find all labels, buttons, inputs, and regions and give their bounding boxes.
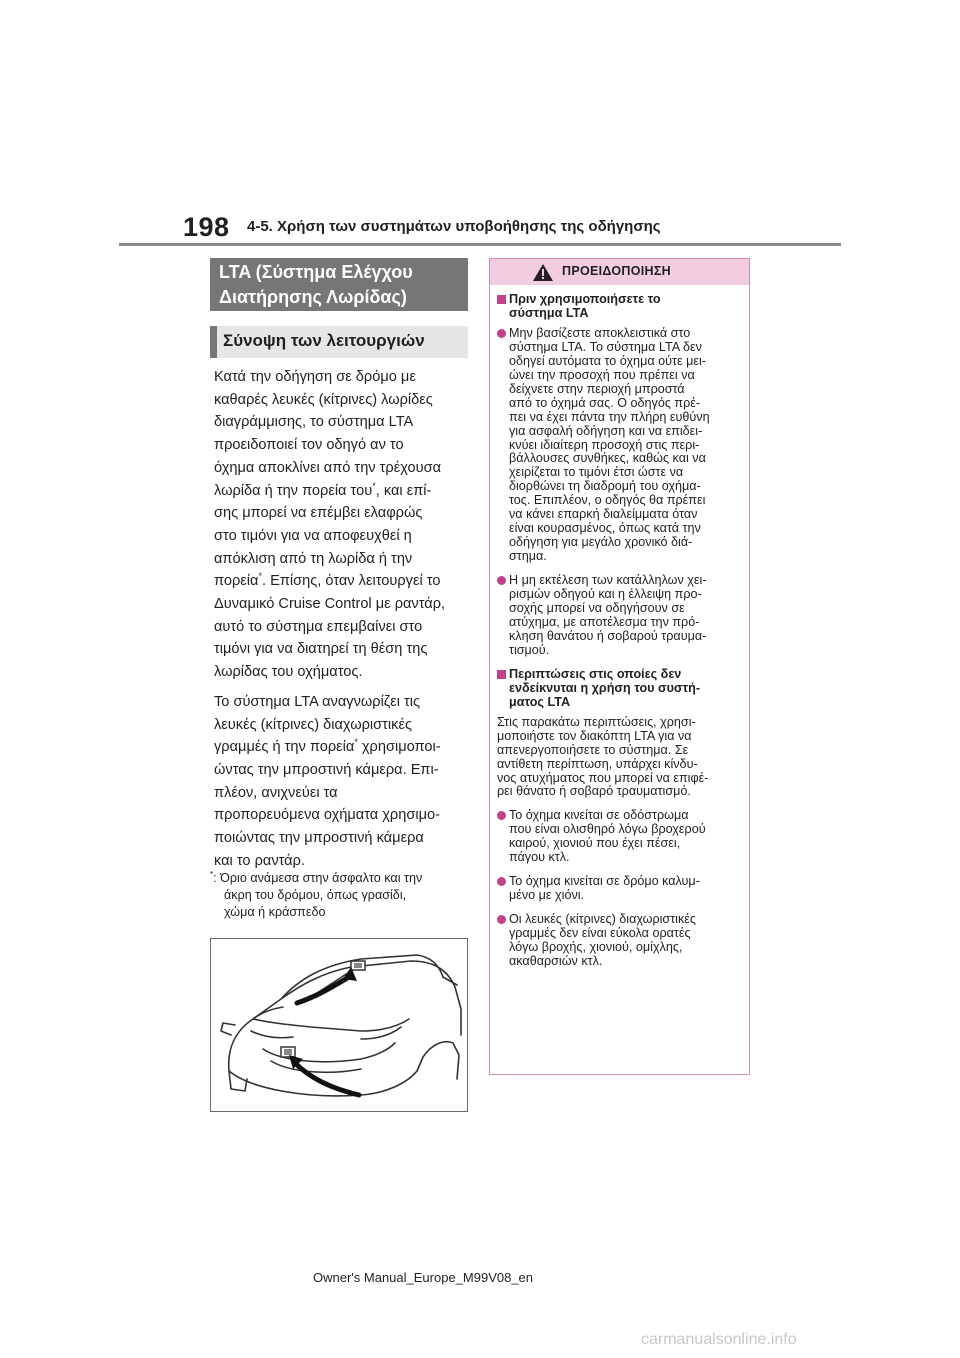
- square-bullet-icon: [497, 670, 506, 679]
- warning-bullet: Η μη εκτέλεση των κατάλληλων χει- ρισμών οδηγού και η έλλειψη προ- σοχής μπορεί να οδηγήσουν σε ατύχημα, με αποτέλεσμα την πρό- κληση θανάτου ή σοβαρού τραυμα- τισμού.: [497, 574, 743, 658]
- warning-bullet: Το όχημα κινείται σε δρόμο καλυμ- μένο με χιόνι.: [497, 875, 743, 903]
- subheading-box: [210, 326, 468, 358]
- header-divider: [119, 243, 841, 246]
- warning-bullet: Οι λευκές (κίτρινες) διαχωριστικές γραμμές δεν είναι εύκολα ορατές λόγω βροχής, χιονιού, ομίχλης, ακαθαρσιών κτλ.: [497, 913, 743, 969]
- car-camera-illustration: [210, 938, 468, 1112]
- footnote-mark: *: [210, 870, 214, 879]
- footnote-ref: *: [258, 571, 262, 582]
- warning-triangle-icon: [533, 264, 553, 281]
- car-front-icon: [211, 939, 467, 1111]
- warning-bullet: Το όχημα κινείται σε οδόστρωμα που είναι ολισθηρό λόγω βροχερού καιρού, χιονιού που έχει πέσει, πάγου κτλ.: [497, 809, 743, 865]
- body-text: [214, 366, 474, 879]
- body-paragraph-2: Το σύστημα LTA αναγνωρίζει τις λευκές (κίτρινες) διαχωριστικές γραμμές ή την πορεία* χρησιμοποι- ώντας την μπροστινή κάμερα. Επι- πλέον, ανιχνεύει τα προπορευόμενα οχήματα χρησιμο- ποιώντας την μπροστινή κάμερα και το ραντάρ.: [214, 693, 441, 869]
- warning-body: [497, 293, 743, 979]
- lta-heading-line1: LTA (Σύστημα Ελέγχου: [219, 262, 413, 282]
- square-bullet-icon: [497, 295, 506, 304]
- round-bullet-icon: [497, 877, 506, 886]
- warning-box: [489, 258, 750, 1075]
- round-bullet-icon: [497, 811, 506, 820]
- warning-title: ΠΡΟΕΙΔΟΠΟΙΗΣΗ: [562, 264, 671, 278]
- footnote: *: Όριο ανάμεσα στην άσφαλτο και την άκρη του δρόμου, όπως γρασίδι, χώμα ή κράσπεδο: [210, 870, 423, 920]
- subheading-accent-bar: [210, 326, 217, 358]
- page-number: 198: [183, 212, 230, 242]
- round-bullet-icon: [497, 576, 506, 585]
- footer-text: Owner's Manual_Europe_M99V08_en: [313, 1270, 534, 1285]
- warning-paragraph: Στις παρακάτω περιπτώσεις, χρησι- μοποιήστε τον διακόπτη LTA για να απενεργοποιήσετε το σύστημα. Σε αντίθετη περίπτωση, υπάρχει κίνδυ- νος ατυχήματος που μπορεί να επιφέ- ρει θάνατο ή σοβαρό τραυματισμό.: [497, 714, 709, 799]
- lta-heading-box: [210, 258, 468, 311]
- arrow-to-camera-icon: [297, 977, 349, 1003]
- warning-bullet: Μην βασίζεστε αποκλειστικά στο σύστημα LTA. Το σύστημα LTA δεν οδηγεί αυτόματα το όχημα ούτε μει- ώνει την προσοχή που πρέπει να δείχνετε στην περιοχή μπροστά από το όχημά σας. Ο οδηγός πρέ- πει να έχει πάντα την πλήρη ευθύνη για ασφαλή οδήγηση και να επιδει- κνύει ιδιαίτερη προσοχή στις περι- βάλλουσες συνθήκες, καθώς και να χειρίζεται το τιμόνι έτσι ώστε να διορθώνει τη διαδρομή του οχήμα- τος. Επιπλέον, ο οδηγός θα πρέπει να κάνει επαρκή διαλείμματα όταν είναι κουρασμένος, όπως κατά την οδήγηση για μεγάλο χρονικό διά- στημα.: [497, 327, 743, 564]
- warning-subheading: Περιπτώσεις στις οποίες δεν ενδείκνυται η χρήση του συστή- ματος LTA: [497, 668, 743, 710]
- footnote-ref: *: [372, 480, 376, 491]
- lta-heading-line2: Διατήρησης Λωρίδας): [219, 287, 407, 307]
- round-bullet-icon: [497, 915, 506, 924]
- footnote-ref: *: [354, 737, 358, 748]
- watermark-text: carmanualsonline.info: [641, 1331, 797, 1348]
- section-title: 4-5. Χρήση των συστημάτων υποβοήθησης της οδήγησης: [247, 218, 661, 235]
- subheading-text: Σύνοψη των λειτουργιών: [223, 331, 425, 350]
- round-bullet-icon: [497, 329, 506, 338]
- arrow-to-radar-icon: [295, 1063, 359, 1095]
- warning-subheading: Πριν χρησιμοποιήσετε το σύστημα LTA: [497, 293, 743, 321]
- warning-header: [490, 259, 749, 285]
- body-paragraph-1: Κατά την οδήγηση σε δρόμο με καθαρές λευκές (κίτρινες) λωρίδες διαγράμμισης, το σύστημα LTA προειδοποιεί τον οδηγό αν το όχημα αποκλίνει από την τρέχουσα λωρίδα ή την πορεία του*, και επί- σης μπορεί να επέμβει ελαφρώς στο τιμόνι για να αποφευχθεί η απόκλιση από τη λωρίδα ή την πορεία*. Επίσης, όταν λειτουργεί το Δυναμικό Cruise Control με ραντάρ, αυτό το σύστημα επεμβαίνει στο τιμόνι για να διατηρεί τη θέση της λωρίδας του οχήματος.: [214, 369, 446, 681]
